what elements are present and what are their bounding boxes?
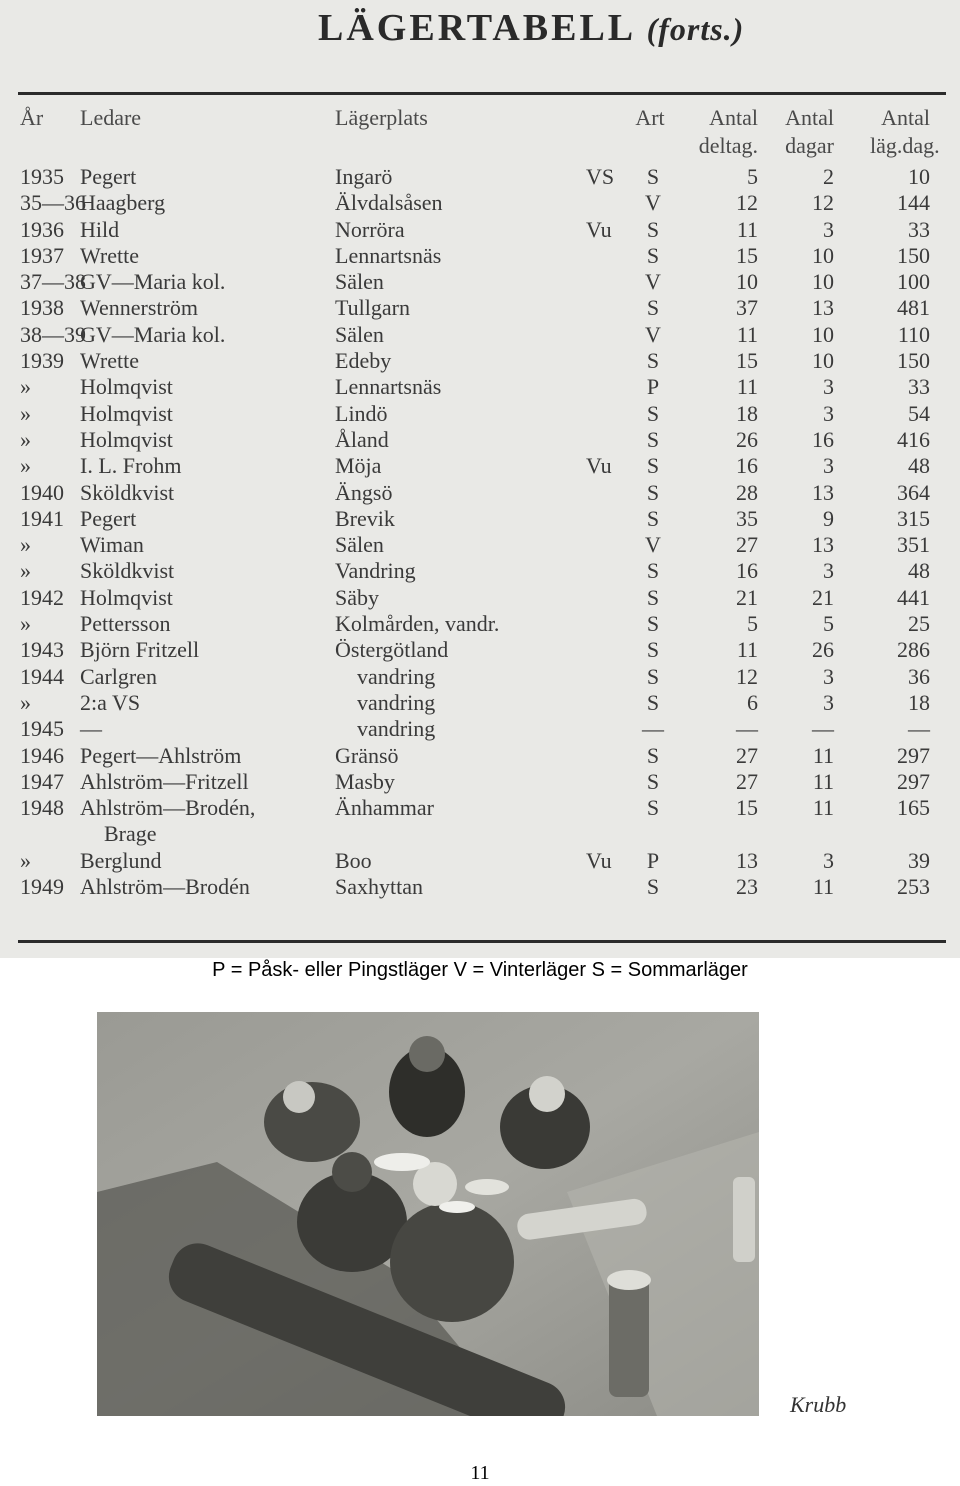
cell-ar: 1945 bbox=[20, 716, 64, 742]
cell-antal-lagdag: 253 bbox=[897, 874, 930, 900]
cell-art: V bbox=[645, 269, 661, 295]
cell-ar: » bbox=[20, 374, 31, 400]
cell-ledare: Brage bbox=[104, 821, 157, 847]
cell-ar: 1935 bbox=[20, 164, 64, 189]
cell-art: S bbox=[646, 611, 660, 637]
cell-art: S bbox=[646, 242, 660, 268]
cell-antal-lagdag: 54 bbox=[908, 400, 930, 426]
table-row bbox=[0, 848, 960, 874]
header-antal-lagdag bbox=[870, 104, 940, 160]
cell-lagerplats: vandring bbox=[357, 663, 436, 689]
cell-antal-deltag: 21 bbox=[736, 584, 758, 610]
cell-antal-dagar: 13 bbox=[812, 532, 834, 558]
cell-art: S bbox=[646, 479, 660, 505]
cell-antal-dagar: 3 bbox=[823, 689, 834, 715]
cell-antal-dagar: — bbox=[812, 716, 834, 742]
cell-antal-dagar: 3 bbox=[823, 663, 834, 689]
cell-ledare: I. L. Frohm bbox=[80, 453, 182, 479]
cell-antal-deltag: 35 bbox=[736, 505, 758, 531]
cell-antal-lagdag: 165 bbox=[897, 795, 930, 821]
table-header bbox=[0, 104, 960, 164]
cell-ledare: Holmqvist bbox=[80, 584, 173, 610]
cell-ar: 1946 bbox=[20, 742, 64, 768]
cell-ledare: Holmqvist bbox=[80, 426, 173, 452]
table-row bbox=[0, 295, 960, 321]
cell-antal-lagdag: 48 bbox=[908, 558, 930, 584]
cell-ledare: Björn Fritzell bbox=[80, 637, 200, 663]
cell-antal-dagar: 5 bbox=[823, 611, 834, 637]
cell-antal-lagdag: 33 bbox=[908, 374, 930, 400]
header-antal-dagar bbox=[782, 104, 834, 160]
cell-antal-lagdag: 351 bbox=[897, 532, 930, 558]
cell-antal-lagdag: 39 bbox=[908, 847, 930, 873]
cell-ledare: Berglund bbox=[80, 847, 162, 873]
cell-ledare: Ahlström—Fritzell bbox=[80, 768, 249, 794]
cell-antal-lagdag: 441 bbox=[897, 584, 930, 610]
cell-lagerplats: Kolmården, vandr. bbox=[335, 611, 500, 637]
cell-ledare: Holmqvist bbox=[80, 374, 173, 400]
cell-antal-deltag: 27 bbox=[736, 532, 758, 558]
cell-ledare: Wrette bbox=[80, 242, 139, 268]
cell-art: S bbox=[646, 663, 660, 689]
cell-antal-lagdag: 315 bbox=[897, 505, 930, 531]
cell-ar: » bbox=[20, 558, 31, 584]
cell-art: S bbox=[646, 768, 660, 794]
cell-lagerplats: Lennartsnäs bbox=[335, 374, 442, 400]
cell-art: S bbox=[646, 874, 660, 900]
cell-ar: 1938 bbox=[20, 295, 64, 321]
cell-antal-lagdag: 10 bbox=[908, 164, 930, 189]
cell-antal-dagar: 16 bbox=[812, 426, 834, 452]
cell-antal-lagdag: 110 bbox=[897, 321, 930, 347]
cell-art: S bbox=[646, 348, 660, 374]
cell-antal-deltag: — bbox=[736, 716, 758, 742]
cell-ar: 1943 bbox=[20, 637, 64, 663]
cell-antal-dagar: 11 bbox=[812, 874, 834, 900]
table-row bbox=[0, 506, 960, 532]
cell-antal-deltag: 12 bbox=[736, 663, 758, 689]
cell-kategori: Vu bbox=[586, 453, 612, 479]
cell-antal-deltag: 16 bbox=[736, 558, 758, 584]
cell-antal-lagdag: 36 bbox=[908, 663, 930, 689]
table-row bbox=[0, 269, 960, 295]
cell-ledare: Haagberg bbox=[80, 190, 166, 216]
cell-art: S bbox=[646, 558, 660, 584]
cell-ar: 1947 bbox=[20, 768, 64, 794]
cell-antal-deltag: 5 bbox=[747, 164, 758, 189]
cell-lagerplats: Boo bbox=[335, 847, 372, 873]
cell-lagerplats: Sälen bbox=[335, 532, 384, 558]
camp-table bbox=[0, 104, 960, 900]
cell-ar: 1942 bbox=[20, 584, 64, 610]
cell-antal-lagdag: 481 bbox=[897, 295, 930, 321]
table-row bbox=[0, 374, 960, 400]
cell-lagerplats: Masby bbox=[335, 768, 395, 794]
table-row bbox=[0, 637, 960, 663]
cell-ar: 37—38 bbox=[20, 269, 86, 295]
cell-art: S bbox=[646, 795, 660, 821]
table-title-suffix: (forts.) bbox=[646, 11, 745, 47]
header-antal-dagar-line1: Antal bbox=[785, 105, 834, 130]
header-antal-lagdag-line2: läg.dag. bbox=[870, 133, 940, 158]
cell-antal-lagdag: 297 bbox=[897, 742, 930, 768]
cell-art: S bbox=[646, 742, 660, 768]
cell-antal-deltag: 16 bbox=[736, 453, 758, 479]
cell-antal-dagar: 10 bbox=[812, 348, 834, 374]
cell-antal-lagdag: 364 bbox=[897, 479, 930, 505]
cell-antal-dagar: 11 bbox=[812, 742, 834, 768]
cell-art: S bbox=[646, 295, 660, 321]
cell-art: — bbox=[642, 716, 664, 742]
header-ledare: Ledare bbox=[80, 105, 142, 130]
cell-antal-dagar: 3 bbox=[823, 374, 834, 400]
table-row bbox=[0, 716, 960, 742]
header-art: Art bbox=[635, 105, 665, 130]
table-row bbox=[0, 664, 960, 690]
cell-lagerplats: Norröra bbox=[335, 216, 405, 242]
table-row bbox=[0, 243, 960, 269]
cell-lagerplats: Säby bbox=[335, 584, 379, 610]
cell-antal-deltag: 5 bbox=[747, 611, 758, 637]
table-row bbox=[0, 558, 960, 584]
cell-ar: 35—36 bbox=[20, 190, 86, 216]
cell-antal-dagar: 10 bbox=[812, 321, 834, 347]
cell-antal-dagar: 21 bbox=[812, 584, 834, 610]
table-row bbox=[0, 217, 960, 243]
cell-antal-dagar: 10 bbox=[812, 242, 834, 268]
table-title: LÄGERTABELL (forts.) bbox=[318, 7, 745, 49]
cell-antal-dagar: 13 bbox=[812, 479, 834, 505]
cell-lagerplats: Vandring bbox=[335, 558, 416, 584]
cell-ar: 38—39 bbox=[20, 321, 86, 347]
table-row bbox=[0, 348, 960, 374]
cell-art: V bbox=[645, 321, 661, 347]
table-row bbox=[0, 427, 960, 453]
cell-antal-deltag: 11 bbox=[736, 321, 758, 347]
cell-antal-deltag: 26 bbox=[736, 426, 758, 452]
cell-antal-lagdag: 25 bbox=[908, 611, 930, 637]
table-row bbox=[0, 190, 960, 216]
cell-antal-dagar: 11 bbox=[812, 795, 834, 821]
cell-ledare: GV—Maria kol. bbox=[80, 269, 226, 295]
cell-lagerplats: Saxhyttan bbox=[335, 874, 423, 900]
top-rule bbox=[18, 92, 946, 95]
cell-antal-deltag: 15 bbox=[736, 242, 758, 268]
header-ar: År bbox=[20, 105, 44, 130]
cell-lagerplats: Älvdalsåsen bbox=[335, 190, 443, 216]
cell-antal-deltag: 15 bbox=[736, 348, 758, 374]
table-row bbox=[0, 769, 960, 795]
legend-text: P = Påsk- eller Pingstläger V = Vinterläger S = Sommarläger bbox=[212, 959, 748, 981]
cell-ar: 1937 bbox=[20, 242, 64, 268]
cell-ledare: GV—Maria kol. bbox=[80, 321, 226, 347]
cell-antal-dagar: 10 bbox=[812, 269, 834, 295]
cell-ledare: Ahlström—Brodén bbox=[80, 874, 250, 900]
cell-ar: 1940 bbox=[20, 479, 64, 505]
cell-art: S bbox=[646, 637, 660, 663]
cell-ar: » bbox=[20, 847, 31, 873]
cell-lagerplats: vandring bbox=[357, 689, 436, 715]
header-antal-deltag-line2: deltag. bbox=[698, 133, 758, 158]
cell-lagerplats: Gränsö bbox=[335, 742, 399, 768]
cell-antal-deltag: 13 bbox=[736, 847, 758, 873]
cell-kategori: Vu bbox=[586, 847, 612, 873]
cell-lagerplats: Änhammar bbox=[335, 795, 434, 821]
cell-lagerplats: Ingarö bbox=[335, 164, 393, 189]
table-row bbox=[0, 743, 960, 769]
cell-lagerplats: Östergötland bbox=[335, 637, 449, 663]
cell-antal-deltag: 27 bbox=[736, 768, 758, 794]
cell-ledare: 2:a VS bbox=[80, 689, 141, 715]
table-row bbox=[0, 611, 960, 637]
cell-antal-deltag: 10 bbox=[736, 269, 758, 295]
table-row bbox=[0, 322, 960, 348]
cell-antal-deltag: 18 bbox=[736, 400, 758, 426]
table-row bbox=[0, 453, 960, 479]
cell-antal-lagdag: 33 bbox=[908, 216, 930, 242]
cell-antal-dagar: 3 bbox=[823, 400, 834, 426]
bottom-rule bbox=[18, 940, 946, 943]
cell-art: S bbox=[646, 505, 660, 531]
cell-ar: 1949 bbox=[20, 874, 64, 900]
cell-lagerplats: Brevik bbox=[335, 505, 395, 531]
cell-antal-deltag: 37 bbox=[736, 295, 758, 321]
cell-antal-dagar: 3 bbox=[823, 216, 834, 242]
table-row bbox=[0, 821, 960, 847]
header-antal-dagar-line2: dagar bbox=[785, 133, 834, 158]
cell-ledare: Carlgren bbox=[80, 663, 157, 689]
cell-ledare: Hild bbox=[80, 216, 120, 242]
cell-antal-dagar: 3 bbox=[823, 453, 834, 479]
cell-ledare: Sköldkvist bbox=[80, 479, 175, 505]
cell-art: P bbox=[646, 847, 660, 873]
cell-ar: 1939 bbox=[20, 348, 64, 374]
cell-art: S bbox=[646, 584, 660, 610]
cell-antal-lagdag: 100 bbox=[897, 269, 930, 295]
cell-lagerplats: Möja bbox=[335, 453, 382, 479]
cell-art: S bbox=[646, 689, 660, 715]
cell-art: S bbox=[646, 216, 660, 242]
cell-kategori: VS bbox=[586, 164, 615, 189]
cell-antal-deltag: 27 bbox=[736, 742, 758, 768]
cell-antal-dagar: 13 bbox=[812, 295, 834, 321]
cell-antal-deltag: 23 bbox=[736, 874, 758, 900]
cell-art: S bbox=[646, 164, 660, 189]
cell-ar: » bbox=[20, 532, 31, 558]
photo-illustration bbox=[97, 1012, 759, 1416]
cell-art: V bbox=[645, 532, 661, 558]
cell-lagerplats: Tullgarn bbox=[335, 295, 410, 321]
cell-antal-lagdag: 48 bbox=[908, 453, 930, 479]
cell-kategori: Vu bbox=[586, 216, 612, 242]
table-row bbox=[0, 480, 960, 506]
cell-lagerplats: Edeby bbox=[335, 348, 392, 374]
cell-antal-deltag: 11 bbox=[736, 374, 758, 400]
cell-antal-deltag: 12 bbox=[736, 190, 758, 216]
cell-antal-lagdag: 150 bbox=[897, 242, 930, 268]
cell-antal-lagdag: 150 bbox=[897, 348, 930, 374]
cell-lagerplats: Ängsö bbox=[335, 479, 393, 505]
table-row bbox=[0, 164, 960, 190]
cell-antal-dagar: 11 bbox=[812, 768, 834, 794]
cell-antal-deltag: 11 bbox=[736, 216, 758, 242]
cell-ar: » bbox=[20, 689, 31, 715]
cell-lagerplats: Lennartsnäs bbox=[335, 242, 442, 268]
cell-ledare: Pettersson bbox=[80, 611, 171, 637]
cell-lagerplats: Sälen bbox=[335, 321, 384, 347]
cell-antal-lagdag: 416 bbox=[897, 426, 930, 452]
cell-antal-lagdag: 144 bbox=[897, 190, 930, 216]
cell-ledare: Wennerström bbox=[80, 295, 198, 321]
cell-ledare: Holmqvist bbox=[80, 400, 173, 426]
cell-antal-dagar: 2 bbox=[823, 164, 834, 189]
cell-ar: 1936 bbox=[20, 216, 64, 242]
cell-ar: 1948 bbox=[20, 795, 64, 821]
cell-ar: » bbox=[20, 453, 31, 479]
cell-ledare: Pegert—Ahlström bbox=[80, 742, 242, 768]
cell-ar: » bbox=[20, 426, 31, 452]
cell-ar: 1941 bbox=[20, 505, 64, 531]
cell-ledare: — bbox=[80, 716, 102, 742]
header-antal-lagdag-line1: Antal bbox=[881, 105, 930, 130]
cell-antal-dagar: 9 bbox=[823, 505, 834, 531]
photo-caption: Krubb bbox=[790, 1392, 847, 1417]
header-antal-deltag bbox=[696, 104, 758, 160]
header-antal-deltag-line1: Antal bbox=[709, 105, 758, 130]
table-row bbox=[0, 795, 960, 821]
cell-antal-lagdag: 297 bbox=[897, 768, 930, 794]
cell-art: V bbox=[645, 190, 661, 216]
cell-lagerplats: Sälen bbox=[335, 269, 384, 295]
cell-art: S bbox=[646, 426, 660, 452]
cell-ledare: Ahlström—Brodén, bbox=[80, 795, 256, 821]
table-body bbox=[0, 164, 960, 900]
table-row bbox=[0, 401, 960, 427]
cell-ledare: Pegert bbox=[80, 164, 137, 189]
cell-ar: » bbox=[20, 400, 31, 426]
cell-antal-dagar: 3 bbox=[823, 847, 834, 873]
cell-lagerplats: Lindö bbox=[335, 400, 388, 426]
cell-antal-deltag: 15 bbox=[736, 795, 758, 821]
cell-antal-lagdag: 286 bbox=[897, 637, 930, 663]
cell-ledare: Wrette bbox=[80, 348, 139, 374]
cell-ledare: Wiman bbox=[80, 532, 144, 558]
cell-antal-deltag: 6 bbox=[747, 689, 758, 715]
cell-ledare: Pegert bbox=[80, 505, 137, 531]
cell-antal-dagar: 26 bbox=[812, 637, 834, 663]
cell-ar: » bbox=[20, 611, 31, 637]
cell-antal-deltag: 28 bbox=[736, 479, 758, 505]
camp-meal-photo bbox=[97, 1012, 759, 1416]
header-lagerplats: Lägerplats bbox=[335, 105, 428, 130]
cell-art: S bbox=[646, 400, 660, 426]
cell-ledare: Sköldkvist bbox=[80, 558, 175, 584]
table-row bbox=[0, 874, 960, 900]
cell-art: P bbox=[646, 374, 660, 400]
cell-lagerplats: Åland bbox=[335, 426, 389, 452]
cell-antal-deltag: 11 bbox=[736, 637, 758, 663]
table-row bbox=[0, 532, 960, 558]
cell-antal-lagdag: — bbox=[908, 716, 930, 742]
table-row bbox=[0, 585, 960, 611]
cell-ar: 1944 bbox=[20, 663, 64, 689]
cell-art: S bbox=[646, 453, 660, 479]
table-row bbox=[0, 690, 960, 716]
cell-antal-lagdag: 18 bbox=[908, 689, 930, 715]
cell-antal-dagar: 3 bbox=[823, 558, 834, 584]
page-number: 11 bbox=[470, 1462, 490, 1484]
cell-lagerplats: vandring bbox=[357, 716, 436, 742]
cell-antal-dagar: 12 bbox=[812, 190, 834, 216]
